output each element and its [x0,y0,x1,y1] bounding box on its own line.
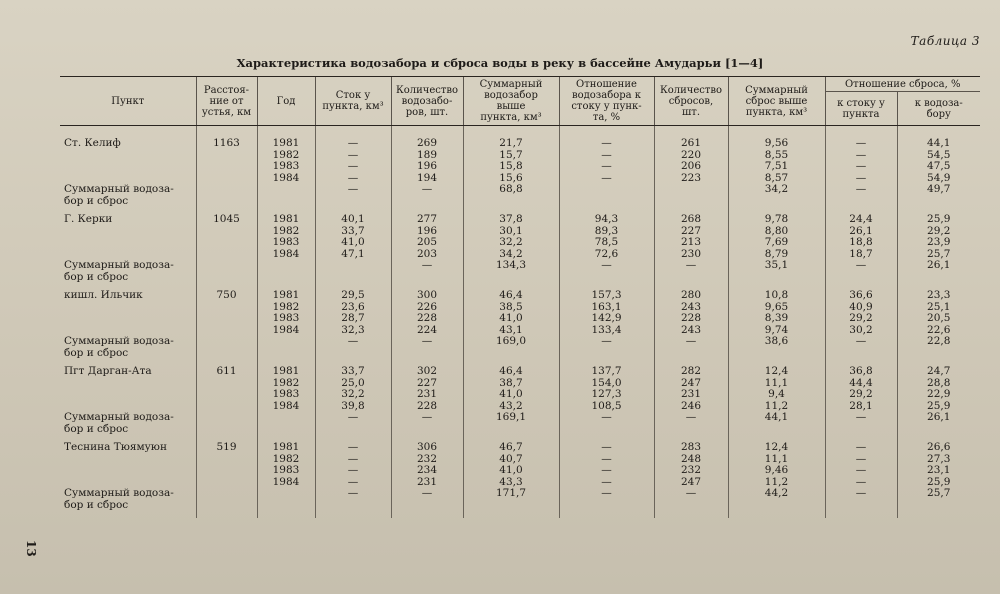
cell-discharges-count: — [654,260,728,290]
cell-year: 1981 1982 1983 1984 [257,138,315,184]
cell-point: Суммарный водоза- бор и сброс [64,411,174,435]
cell-discharges-count: 261 220 206 223 [654,138,728,184]
cell-year [257,336,315,366]
cell-runoff: — [315,412,391,442]
cell-to-runoff: — — — — [825,442,897,488]
cell-total-intake: 134,3 [463,260,559,290]
cell-distance: 1045 [196,214,257,260]
cell-runoff: — [315,488,391,518]
cell-total-intake: 46,4 38,5 41,0 43,1 [463,290,559,336]
cell-intake-ratio: — — — — [559,442,654,488]
cell-year: 1981 1982 1983 1984 [257,366,315,412]
cell-runoff: — — — — [315,138,391,184]
cell-distance: 611 [196,366,257,412]
cell-distance [196,412,257,442]
header-distance: Расстоя- ние от устья, км [196,77,257,126]
cell-point: Г. Керки [64,213,113,225]
header-discharges-count: Количество сбросов, шт. [654,77,728,126]
header-to-intake: к водоза- бору [897,92,980,126]
table-body [60,126,980,519]
cell-to-runoff: 36,6 40,9 29,2 30,2 [825,290,897,336]
cell-total-discharge: 38,6 [728,336,825,366]
summary-row [60,412,980,442]
header-intakes-count: Количество водозабо- ров, шт. [391,77,463,126]
cell-point: Пгт Дарган-Ата [64,365,152,377]
cell-distance [196,336,257,366]
cell-intakes-count: — [391,412,463,442]
cell-year [257,412,315,442]
cell-runoff [315,260,391,290]
cell-intake-ratio [559,184,654,214]
cell-intake-ratio: 157,3 163,1 142,9 133,4 [559,290,654,336]
cell-intakes-count: 306 232 234 231 [391,442,463,488]
cell-total-intake: 169,1 [463,412,559,442]
cell-to-intake: 49,7 [897,184,980,214]
cell-to-intake: 25,7 [897,488,980,518]
cell-to-intake: 24,7 28,8 22,9 25,9 [897,366,980,412]
summary-row [60,184,980,214]
table-row [60,366,980,412]
cell-year [257,488,315,518]
table-row [60,214,980,260]
table-row [60,442,980,488]
cell-point: кишл. Ильчик [64,289,143,301]
cell-runoff: 33,7 25,0 32,2 39,8 [315,366,391,412]
cell-intakes-count: 277 196 205 203 [391,214,463,260]
cell-intakes-count: — [391,184,463,214]
cell-total-discharge: 10,8 9,65 8,39 9,74 [728,290,825,336]
cell-point: Ст. Келиф [64,137,121,149]
cell-intakes-count: — [391,260,463,290]
cell-to-runoff: — [825,336,897,366]
header-discharge-ratio-group: Отношение сброса, % [825,77,980,92]
cell-intake-ratio: — — — — [559,138,654,184]
cell-discharges-count: 282 247 231 246 [654,366,728,412]
cell-discharges-count: 280 243 228 243 [654,290,728,336]
cell-total-discharge: 44,1 [728,412,825,442]
cell-year [257,260,315,290]
cell-total-intake: 46,7 40,7 41,0 43,3 [463,442,559,488]
cell-point: Суммарный водоза- бор и сброс [64,259,174,283]
header-to-runoff: к стоку у пункта [825,92,897,126]
cell-distance: 519 [196,442,257,488]
cell-to-intake: 23,3 25,1 20,5 22,6 [897,290,980,336]
cell-to-intake: 22,8 [897,336,980,366]
cell-intake-ratio: 94,3 89,3 78,5 72,6 [559,214,654,260]
cell-to-runoff: — [825,488,897,518]
cell-intakes-count: — [391,488,463,518]
page-number: 13 [24,540,38,557]
summary-row [60,260,980,290]
cell-year: 1981 1982 1983 1984 [257,290,315,336]
cell-to-intake: 25,9 29,2 23,9 25,7 [897,214,980,260]
table-number-label: Таблица 3 [910,34,980,48]
cell-to-intake: 44,1 54,5 47,5 54,9 [897,138,980,184]
cell-runoff: — [315,184,391,214]
cell-point: Суммарный водоза- бор и сброс [64,335,174,359]
cell-point: Суммарный водоза- бор и сброс [64,183,174,207]
table-caption: Характеристика водозабора и сброса воды в реку в бассейне Амударьи [1—4] [236,56,764,70]
cell-to-runoff: — [825,260,897,290]
header-runoff: Сток у пункта, км³ [315,77,391,126]
cell-to-runoff: — [825,184,897,214]
cell-discharges-count: — [654,336,728,366]
cell-distance: 1163 [196,138,257,184]
cell-total-discharge: 12,4 11,1 9,46 11,2 [728,442,825,488]
header-year: Год [257,77,315,126]
cell-year: 1981 1982 1983 1984 [257,214,315,260]
cell-total-discharge: 35,1 [728,260,825,290]
cell-total-discharge: 34,2 [728,184,825,214]
cell-intakes-count: 300 226 228 224 [391,290,463,336]
cell-intake-ratio: 137,7 154,0 127,3 108,5 [559,366,654,412]
cell-runoff: 29,5 23,6 28,7 32,3 [315,290,391,336]
cell-point: Теснина Тюямуюн [64,441,167,453]
cell-distance [196,184,257,214]
summary-row [60,488,980,518]
cell-to-runoff: — — — — [825,138,897,184]
cell-discharges-count: 283 248 232 247 [654,442,728,488]
cell-runoff: 40,1 33,7 41,0 47,1 [315,214,391,260]
cell-intakes-count: 302 227 231 228 [391,366,463,412]
cell-to-runoff: 36,8 44,4 29,2 28,1 [825,366,897,412]
cell-intake-ratio: — [559,336,654,366]
cell-intake-ratio: — [559,260,654,290]
header-point: Пункт [60,77,196,126]
cell-intake-ratio: — [559,412,654,442]
header-total-intake: Суммарный водозабор выше пункта, км³ [463,77,559,126]
table-row [60,290,980,336]
cell-distance [196,488,257,518]
cell-discharges-count: — [654,488,728,518]
cell-intake-ratio: — [559,488,654,518]
cell-discharges-count: 268 227 213 230 [654,214,728,260]
summary-row [60,336,980,366]
cell-distance [196,260,257,290]
cell-intakes-count: 269 189 196 194 [391,138,463,184]
cell-year [257,184,315,214]
cell-total-discharge: 9,56 8,55 7,51 8,57 [728,138,825,184]
cell-to-intake: 26,1 [897,260,980,290]
cell-total-intake: 21,7 15,7 15,8 15,6 [463,138,559,184]
cell-total-intake: 68,8 [463,184,559,214]
header-total-discharge: Суммарный сброс выше пункта, км³ [728,77,825,126]
water-intake-table [60,76,980,518]
cell-to-intake: 26,6 27,3 23,1 25,9 [897,442,980,488]
cell-discharges-count: — [654,412,728,442]
cell-runoff: — — — — [315,442,391,488]
cell-total-intake: 37,8 30,1 32,2 34,2 [463,214,559,260]
cell-to-runoff: 24,4 26,1 18,8 18,7 [825,214,897,260]
cell-to-intake: 26,1 [897,412,980,442]
cell-point: Суммарный водоза- бор и сброс [64,487,174,511]
cell-discharges-count [654,184,728,214]
cell-total-discharge: 9,78 8,80 7,69 8,79 [728,214,825,260]
cell-intakes-count: — [391,336,463,366]
cell-runoff: — [315,336,391,366]
cell-distance: 750 [196,290,257,336]
cell-total-intake: 46,4 38,7 41,0 43,2 [463,366,559,412]
cell-total-intake: 169,0 [463,336,559,366]
cell-total-intake: 171,7 [463,488,559,518]
cell-total-discharge: 44,2 [728,488,825,518]
cell-to-runoff: — [825,412,897,442]
header-intake-ratio: Отношение водозабора к стоку у пунк- та, % [559,77,654,126]
cell-year: 1981 1982 1983 1984 [257,442,315,488]
table-row [60,138,980,184]
cell-total-discharge: 12,4 11,1 9,4 11,2 [728,366,825,412]
